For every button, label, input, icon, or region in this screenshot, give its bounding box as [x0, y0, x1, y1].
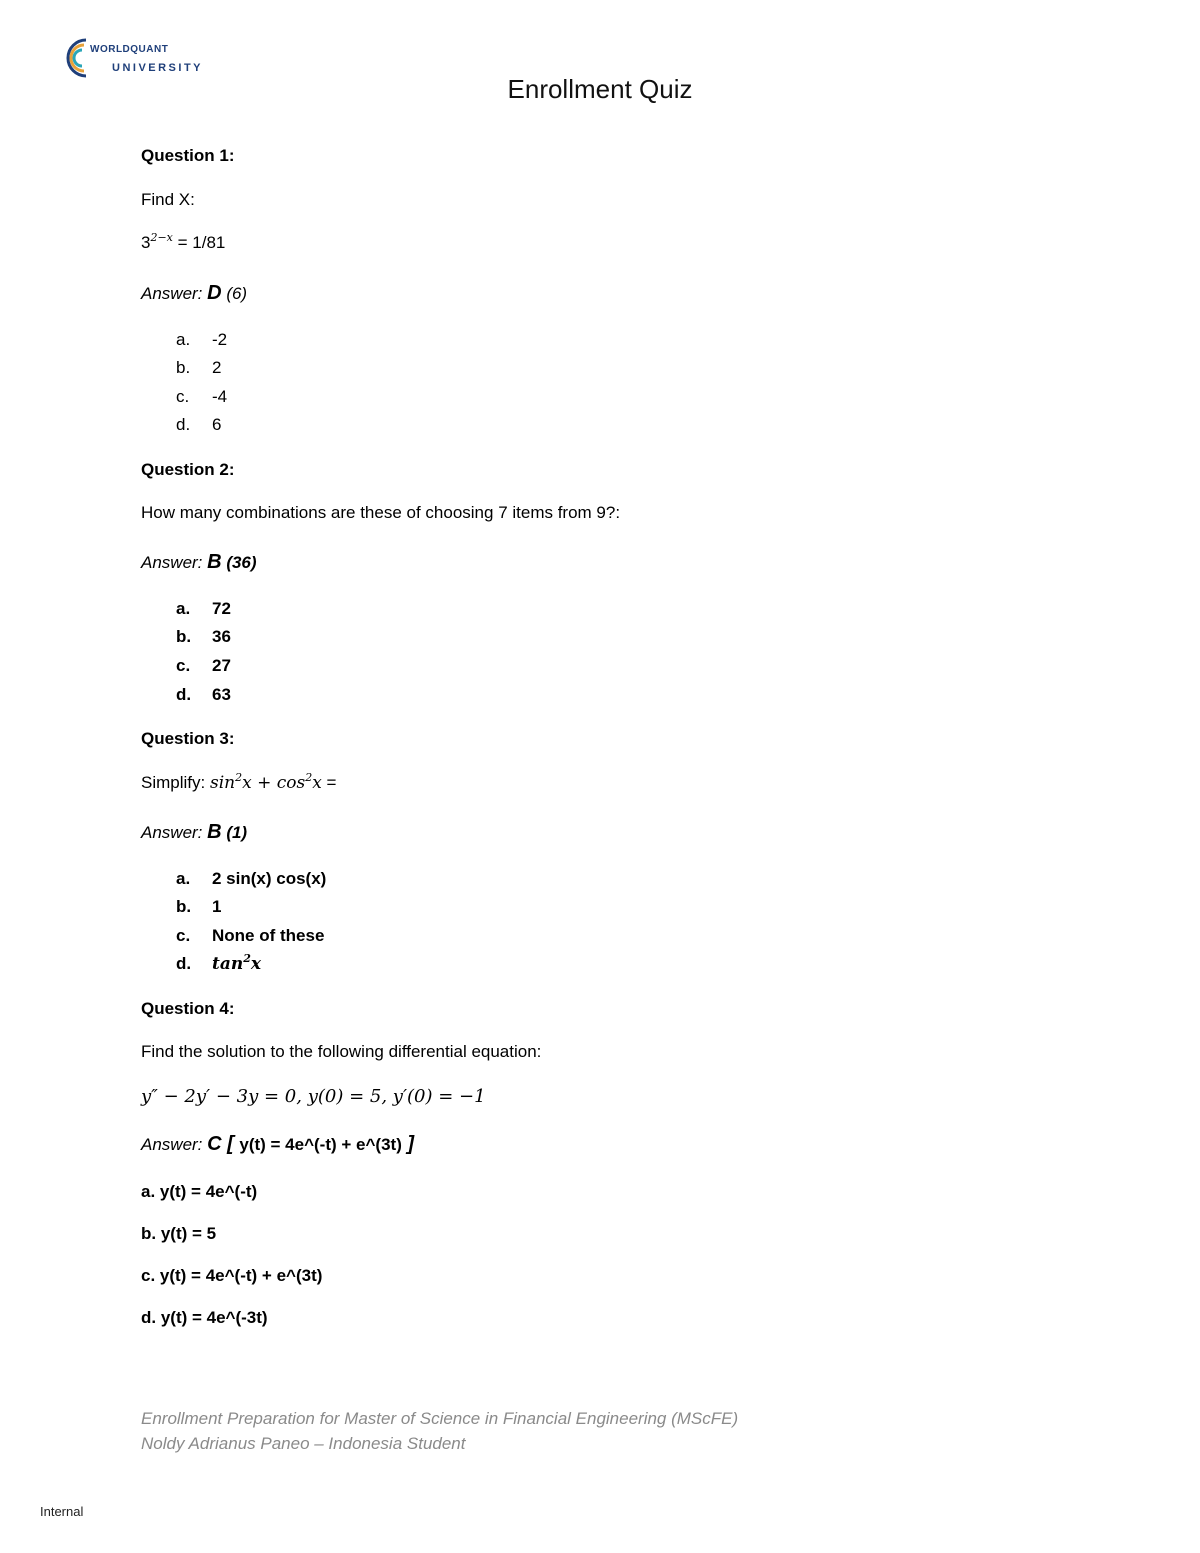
q4-answer-value: y(t) = 4e^(-t) + e^(3t): [239, 1135, 402, 1154]
q3-option-b: b. 1: [176, 897, 222, 916]
q3-answer-value: (1): [221, 823, 248, 842]
q3-answer-letter: B: [207, 821, 222, 843]
classification-label: Internal: [40, 1504, 84, 1519]
q1-answer-letter: D: [207, 282, 222, 304]
footer: [141, 1406, 738, 1456]
q4-answer-label: Answer:: [141, 1135, 208, 1154]
q2-option-a: a. 72: [176, 599, 231, 618]
q1-answer: [141, 282, 247, 305]
q1-answer-label: Answer:: [141, 284, 208, 303]
q2-prompt: How many combinations are these of choosing 7 items from 9?:: [141, 503, 621, 522]
q1-eq-exponent: 2−x: [150, 231, 173, 244]
logo-top-text: WORLDQUANT: [90, 44, 169, 55]
logo-bottom-text: UNIVERSITY: [112, 62, 204, 74]
footer-line-1: Enrollment Preparation for Master of Science in Financial Engineering (MScFE): [141, 1409, 739, 1428]
q3-prompt: Simplify: $\sin^2x + \cos^2x$ =: [141, 771, 337, 793]
q3-answer: [141, 821, 247, 844]
q2-option-c: c. 27: [176, 656, 231, 675]
q1-eq-rest: = 1/81: [172, 233, 226, 252]
q1-heading: Question 1:: [141, 146, 235, 165]
q4-option-b: b. y(t) = 5: [141, 1224, 217, 1243]
q1-option-d: d. 6: [176, 415, 222, 434]
q4-answer-letter: C: [207, 1133, 222, 1155]
q1-option-a: a. -2: [176, 330, 228, 349]
q4-option-d: d. y(t) = 4e^(-3t): [141, 1308, 268, 1327]
footer-line-2: Noldy Adrianus Paneo – Indonesia Student: [141, 1434, 466, 1453]
page-title: Enrollment Quiz: [507, 74, 693, 104]
q2-option-b: b. 36: [176, 627, 231, 646]
q4-prompt: Find the solution to the following differential equation:: [141, 1042, 542, 1061]
q2-answer-letter: B: [207, 551, 222, 573]
q2-answer-value: (36): [221, 553, 257, 572]
q3-option-d: d. $\tan^2x$: [176, 952, 262, 974]
q4-heading: Question 4:: [141, 999, 235, 1018]
q1-option-c: c. -4: [176, 387, 228, 406]
q2-answer: [141, 551, 257, 574]
q3-answer-label: Answer:: [141, 823, 208, 842]
q3-option-c: c. None of these: [176, 926, 325, 945]
q1-eq-base: 3: [141, 233, 151, 252]
q2-option-d: d. 63: [176, 685, 231, 704]
q1-equation: [141, 233, 225, 253]
q1-prompt: Find X:: [141, 190, 195, 209]
q1-answer-value: (6): [221, 284, 248, 303]
q2-heading: Question 2:: [141, 460, 235, 479]
q3-heading: Question 3:: [141, 729, 235, 748]
q2-answer-label: Answer:: [141, 553, 208, 572]
q3-option-a: a. 2 sin(x) cos(x): [176, 869, 327, 888]
q1-option-b: b. 2: [176, 358, 222, 377]
q4-answer: Answer: C [ y(t) = 4e^(-t) + e^(3t) ]: [141, 1133, 415, 1155]
q4-option-a: a. y(t) = 4e^(-t): [141, 1182, 258, 1201]
q4-equation: y″ − 2y′ − 3y = 0, y(0) = 5, y′(0) = −1: [141, 1086, 486, 1107]
q4-option-c: c. y(t) = 4e^(-t) + e^(3t): [141, 1266, 323, 1285]
